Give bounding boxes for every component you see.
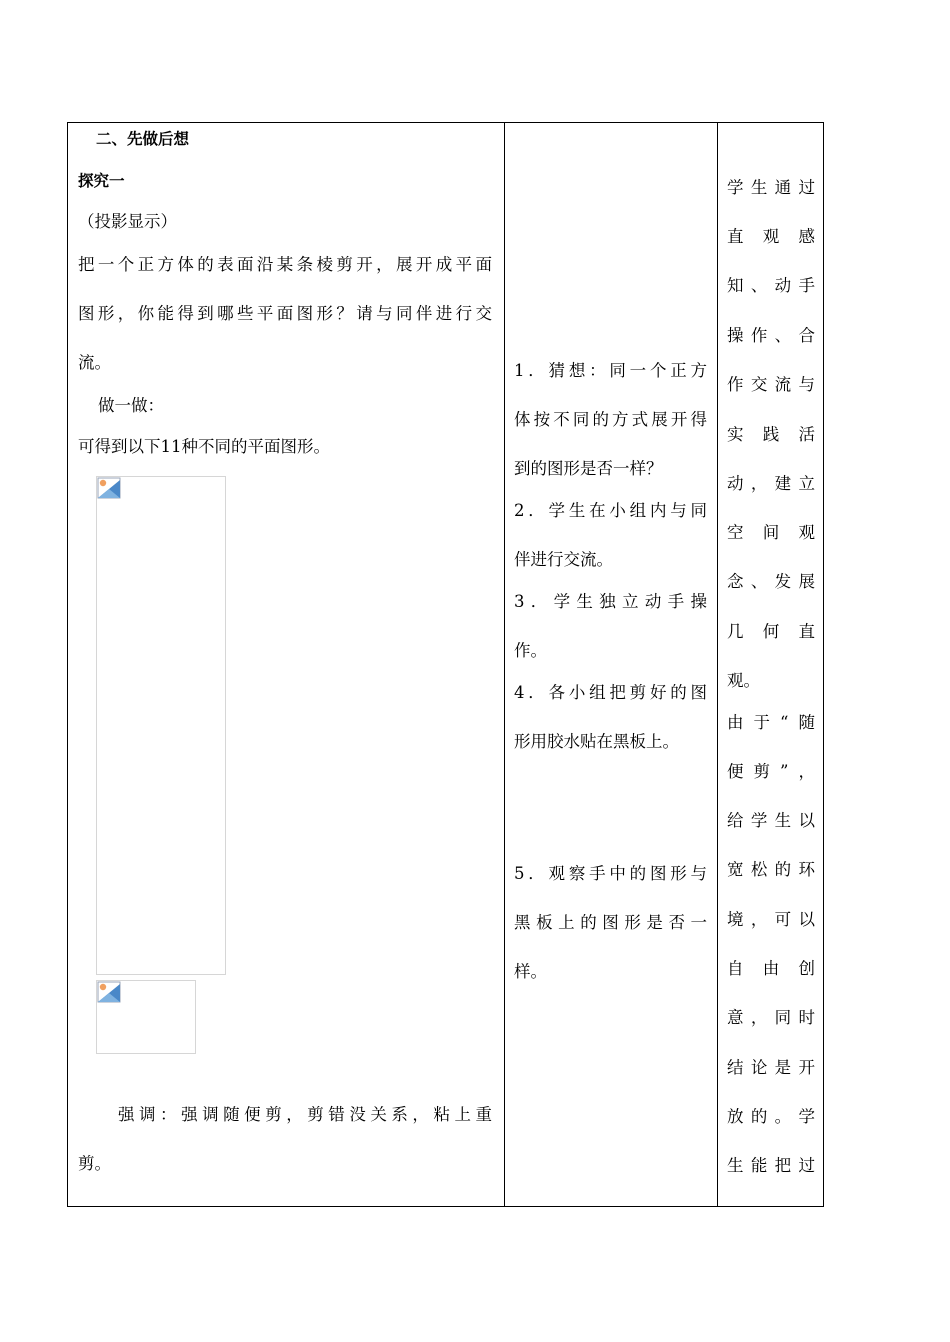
activity-line: 体按不同的方式展开得 bbox=[514, 410, 707, 429]
intent-line: 观。 bbox=[727, 671, 760, 690]
intent-line: 直观感 bbox=[727, 227, 815, 246]
activity-line: 4．各小组把剪好的图 bbox=[514, 683, 707, 702]
intent-line: 由于“随 bbox=[727, 713, 815, 732]
intent-line: 几何直 bbox=[727, 622, 815, 641]
lesson-table bbox=[67, 122, 824, 1207]
intent-line: 结论是开 bbox=[727, 1058, 815, 1077]
intent-line: 知、动手 bbox=[727, 276, 815, 295]
activity-line: 样。 bbox=[514, 962, 547, 981]
activity-line: 形用胶水贴在黑板上。 bbox=[514, 732, 679, 751]
intent-line: 宽松的环 bbox=[727, 860, 815, 879]
intent-line: 作交流与 bbox=[727, 375, 815, 394]
activity-line: 伴进行交流。 bbox=[514, 550, 613, 569]
activity-line: 2．学生在小组内与同 bbox=[514, 501, 707, 520]
intent-line: 学生通过 bbox=[727, 178, 815, 197]
activity-column bbox=[505, 123, 717, 1206]
broken-image-icon bbox=[97, 981, 121, 1003]
content-column bbox=[68, 123, 504, 1206]
activity-line: 5．观察手中的图形与 bbox=[514, 864, 707, 883]
paragraph-line: 流。 bbox=[78, 353, 111, 372]
activity-line: 到的图形是否一样？ bbox=[514, 459, 663, 478]
intent-line: 操作、合 bbox=[727, 326, 815, 345]
intent-line: 空间观 bbox=[727, 523, 815, 542]
paragraph-line: 把一个正方体的表面沿某条棱剪开，展开成平面 bbox=[78, 255, 492, 274]
section-heading: 二、先做后想 bbox=[96, 130, 190, 148]
net-figure-image bbox=[96, 980, 196, 1054]
intent-line: 境，可以 bbox=[727, 910, 815, 929]
intent-line: 动，建立 bbox=[727, 474, 815, 493]
intent-line: 意，同时 bbox=[727, 1008, 815, 1027]
activity-line: 3．学生独立动手操 bbox=[514, 592, 707, 611]
result-text: 可得到以下11种不同的平面图形。 bbox=[78, 437, 330, 456]
paragraph-line: 图形，你能得到哪些平面图形？请与同伴进行交 bbox=[78, 304, 492, 323]
subheading: 探究一 bbox=[78, 172, 125, 190]
projection-note: （投影显示） bbox=[78, 212, 177, 231]
intent-line: 放的。学 bbox=[727, 1107, 815, 1126]
net-figure-image bbox=[96, 476, 226, 975]
intent-line: 自由创 bbox=[727, 959, 815, 978]
intent-line: 实践活 bbox=[727, 425, 815, 444]
activity-line: 黑板上的图形是否一 bbox=[514, 913, 707, 932]
intent-line: 生能把过 bbox=[727, 1156, 815, 1175]
emphasis-line: 强调：强调随便剪，剪错没关系，粘上重 bbox=[118, 1105, 492, 1124]
intent-column bbox=[718, 123, 824, 1206]
emphasis-line: 剪。 bbox=[78, 1154, 111, 1173]
intent-line: 便剪”， bbox=[727, 762, 815, 781]
intent-line: 给学生以 bbox=[727, 811, 815, 830]
do-it-label: 做一做： bbox=[98, 396, 164, 415]
activity-line: 作。 bbox=[514, 641, 547, 660]
intent-line: 念、发展 bbox=[727, 572, 815, 591]
activity-line: 1．猜想：同一个正方 bbox=[514, 361, 707, 380]
broken-image-icon bbox=[97, 477, 121, 499]
